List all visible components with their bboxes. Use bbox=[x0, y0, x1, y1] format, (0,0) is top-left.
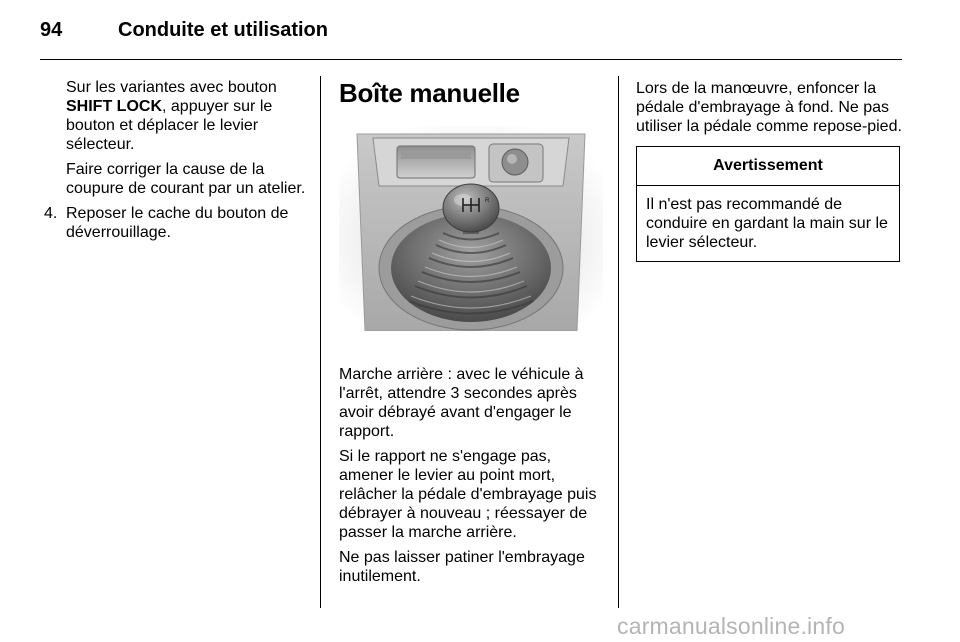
column-divider-left bbox=[320, 76, 321, 608]
repair-paragraph: Faire corriger la cause de la coupure de courant par un atelier. bbox=[66, 161, 306, 197]
warning-body: Il n'est pas recommandé de conduire en gardant la main sur le levier sélecteur. bbox=[646, 196, 888, 251]
warning-box bbox=[636, 146, 900, 262]
gear-shift-illustration bbox=[339, 126, 603, 331]
section-title: Boîte manuelle bbox=[339, 78, 520, 108]
middle-column bbox=[339, 78, 604, 592]
shift-pattern-label: R bbox=[485, 198, 490, 204]
list-item bbox=[44, 204, 306, 242]
gear-shift-figure bbox=[339, 126, 603, 331]
column-divider-right bbox=[618, 76, 619, 608]
shift-lock-term: SHIFT LOCK bbox=[66, 98, 162, 115]
header-divider bbox=[40, 59, 902, 60]
left-column bbox=[44, 78, 306, 242]
shift-lock-text-after: , appuyer sur le bouton et déplacer le levier sélecteur. bbox=[66, 98, 273, 153]
shift-lock-text-before: Sur les variantes avec bouton bbox=[66, 79, 277, 96]
shift-lock-paragraph bbox=[44, 78, 306, 154]
right-column bbox=[636, 79, 903, 262]
page-number: 94 bbox=[40, 19, 63, 41]
list-item-number: 4. bbox=[44, 205, 58, 222]
reverse-gear-paragraph: Marche arrière : avec le véhicule à l'arrêt, attendre 3 secondes après avoir débrayé avant d'engager le rapport. bbox=[339, 366, 584, 440]
page-title: Conduite et utilisation bbox=[118, 19, 328, 41]
gear-retry-paragraph: Si le rapport ne s'engage pas, amener le levier au point mort, relâcher la pédale d'embrayage puis débrayer à nouveau ; réessayer de passer la marche arrière. bbox=[339, 448, 597, 541]
clutch-slip-paragraph: Ne pas laisser patiner l'embrayage inutilement. bbox=[339, 549, 585, 585]
clutch-pedal-paragraph: Lors de la manœuvre, enfoncer la pédale d'embrayage à fond. Ne pas utiliser la pédale comme repose-pied. bbox=[636, 80, 902, 135]
watermark: carmanualsonline.info bbox=[617, 613, 845, 639]
warning-title: Avertissement bbox=[637, 147, 899, 186]
list-item-text: Reposer le cache du bouton de déverrouillage. bbox=[66, 205, 289, 241]
